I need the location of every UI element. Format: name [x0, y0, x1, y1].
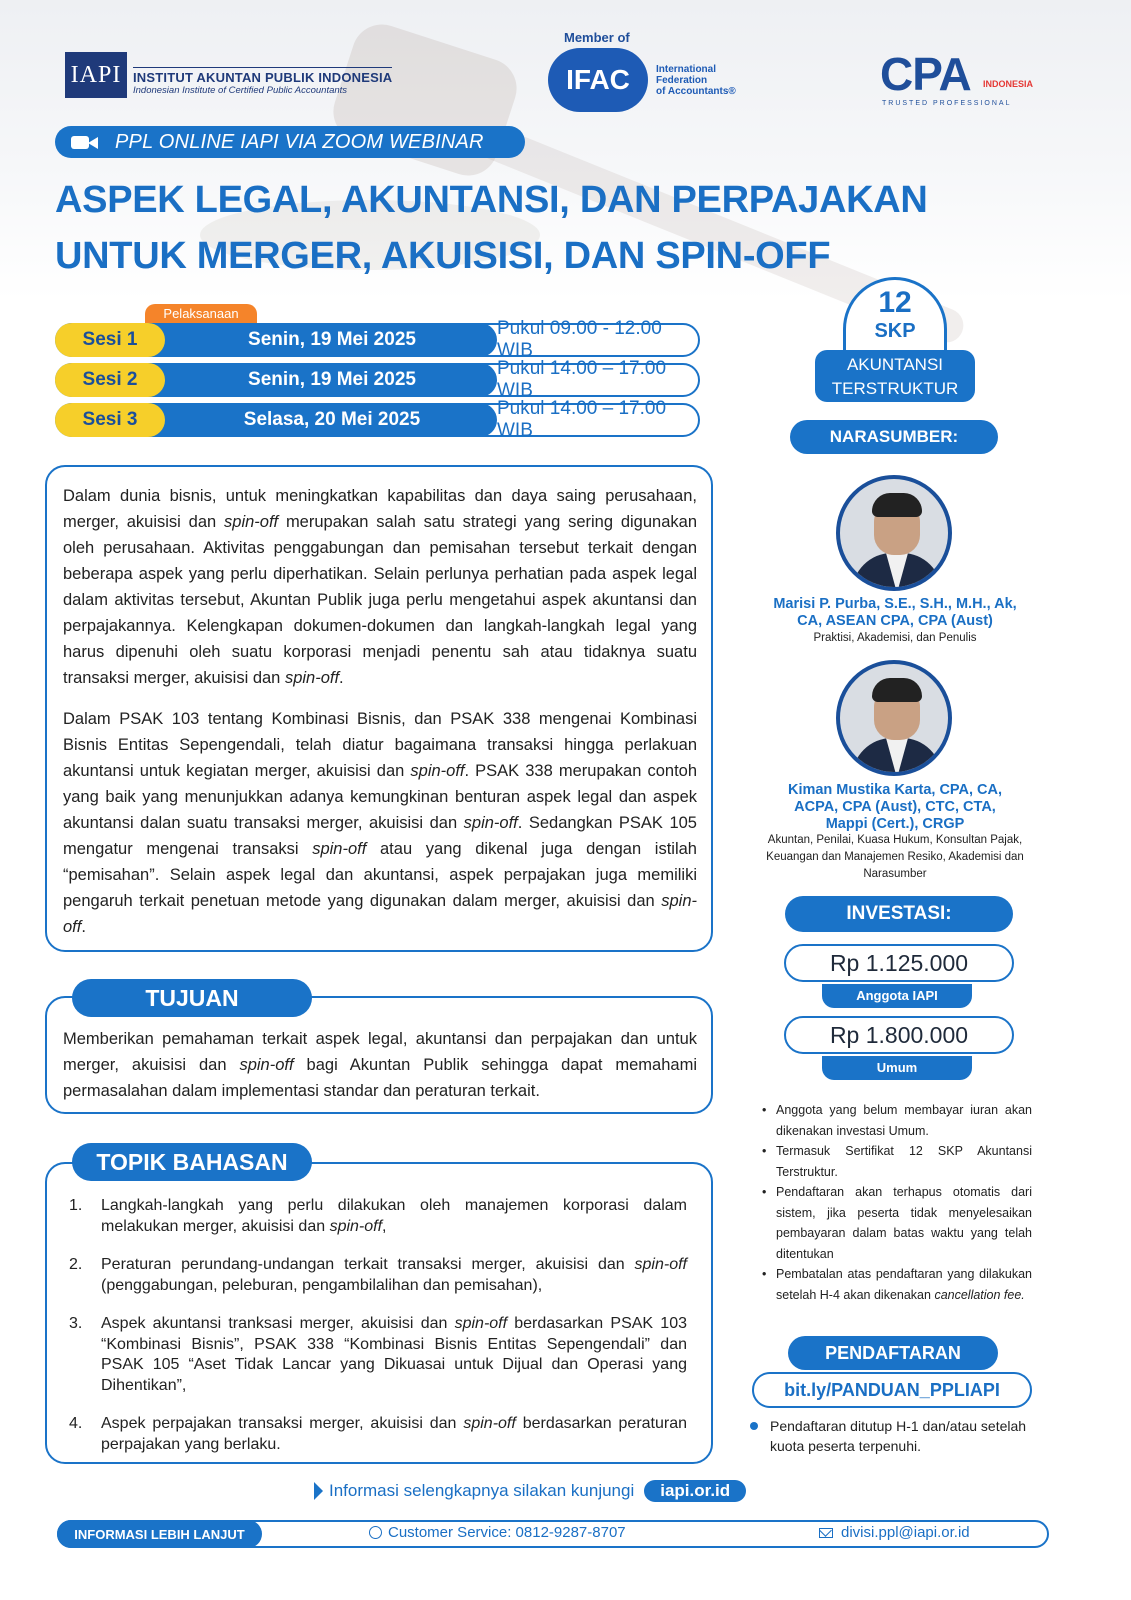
note-text-italic: cancellation fee. — [934, 1287, 1025, 1302]
speaker-name-line: Mappi (Cert.), CRGP — [825, 816, 965, 832]
speaker-name — [745, 782, 1045, 833]
video-camera-icon — [71, 134, 99, 150]
objective-heading: TUJUAN — [72, 979, 312, 1017]
topic-number: 3. — [69, 1315, 83, 1332]
text-run: berdasarkan PSAK 103 “Kombinasi Bisnis”, PSAK 338 “Kombinasi Bisnis Entitas Sepengendali” dan PSAK 105 “Aset Tidak Lancar yang Dikuasai untuk Dijual dan Operasi yang Dihentikan”, — [101, 1315, 687, 1394]
skp-category-line-1: AKUNTANSI — [846, 355, 944, 374]
session-label: Sesi 1 — [55, 323, 165, 357]
title-line-1: ASPEK LEGAL, AKUNTANSI, DAN PERPAJAKAN — [55, 179, 928, 221]
registration-note — [750, 1416, 1030, 1456]
registration-note-text: Pendaftaran ditutup H-1 dan/atau setelah kuota peserta terpenuhi. — [770, 1418, 1027, 1454]
customer-service[interactable] — [369, 1524, 626, 1541]
customer-service-text: Customer Service: 0812-9287-8707 — [388, 1524, 626, 1541]
text-run: Memberikan pemahaman terkait aspek legal, akuntansi dan perpajakan dan untuk merger, akuisisi dan — [63, 1030, 697, 1074]
topic-item — [65, 1314, 687, 1396]
contact-email[interactable] — [819, 1524, 970, 1541]
note-text: Anggota yang belum membayar iuran akan dikenakan investasi Umum. — [776, 1103, 1032, 1138]
text-run-italic: spin-off — [239, 1056, 294, 1074]
speaker-name-line: CA, ASEAN CPA, CPA (Aust) — [797, 613, 993, 629]
speaker-role-line: Keuangan dan Manajemen Resiko, Akademisi dan — [766, 851, 1024, 863]
text-run: . Sedangkan PSAK 105 mengatur mengenai transaksi — [63, 814, 697, 858]
webinar-banner — [55, 126, 525, 158]
note-item: • Pembatalan atas pendaftaran yang dilakukan setelah H-4 akan dikenakan cancellation fee. — [762, 1267, 1032, 1302]
text-run-italic: spin-off — [410, 762, 465, 780]
speaker-role — [745, 630, 1045, 647]
speaker-name-line: Marisi P. Purba, S.E., S.H., M.H., Ak, — [773, 596, 1017, 612]
price-general: Rp 1.800.000 — [784, 1016, 1014, 1054]
text-run: , — [382, 1217, 387, 1235]
text-run: Dalam dunia bisnis, untuk meningkatkan kapabilitas dan daya saing perusahaan, merger, akuisisi dan — [63, 487, 697, 531]
speaker-role-line: Narasumber — [863, 868, 927, 880]
speaker-photo — [836, 660, 952, 776]
bullet-dot-icon — [750, 1422, 758, 1430]
registration-heading: PENDAFTARAN — [788, 1336, 998, 1370]
price-general-label: Umum — [822, 1056, 972, 1080]
text-run-italic: spin-off — [329, 1217, 383, 1235]
speaker-role-line: Akuntan, Penilai, Kuasa Hukum, Konsultan Pajak, — [767, 834, 1023, 846]
topics-heading: TOPIK BAHASAN — [72, 1143, 312, 1181]
registration-link[interactable]: bit.ly/PANDUAN_PPLIAPI — [752, 1372, 1032, 1408]
website-link[interactable]: iapi.or.id — [644, 1480, 746, 1502]
speaker-name — [745, 596, 1045, 630]
session-row — [55, 358, 700, 401]
ifac-logo — [548, 30, 748, 120]
text-run-italic: spin-off — [463, 814, 518, 832]
more-info-text: Informasi selengkapnya silakan kunjungi — [329, 1481, 635, 1500]
speaker-name-line: ACPA, CPA (Aust), CTC, CTA, — [794, 799, 996, 815]
ifac-line-3: of Accountants® — [656, 86, 736, 97]
session-date: Senin, 19 Mei 2025 — [147, 363, 497, 397]
iapi-logo — [65, 52, 392, 98]
page-title — [55, 172, 995, 284]
session-time: Pukul 14.00 – 17.00 WIB — [497, 398, 667, 441]
session-date: Senin, 19 Mei 2025 — [147, 323, 497, 357]
topic-number: 1. — [69, 1197, 83, 1214]
cpa-tagline: TRUSTED PROFESSIONAL — [882, 100, 1012, 107]
skp-badge — [843, 277, 947, 357]
text-run: bagi Akuntan Publik sehingga dapat memahami permasalahan dalam implementasi standar dan peraturan terkait. — [63, 1056, 697, 1100]
description-paragraph-2 — [63, 706, 697, 940]
session-time: Pukul 09.00 - 12.00 WIB — [497, 318, 662, 361]
text-run: . PSAK 338 merupakan contoh yang baik yang menunjukkan adanya kemungkinan benturan aspek legal dan aspek akuntansi dalan suatu transaksi merger, akuisisi dan — [63, 762, 698, 832]
topic-item — [65, 1414, 687, 1455]
text-run-italic: spin-off — [634, 1256, 687, 1273]
note-item: • Termasuk Sertifikat 12 SKP Akuntansi Terstruktur. — [762, 1141, 1032, 1182]
note-text: Pembatalan atas pendaftaran yang dilakukan setelah H-4 akan dikenakan — [776, 1267, 1032, 1302]
topic-item — [65, 1196, 687, 1237]
cpa-country: INDONESIA — [983, 79, 1034, 89]
whatsapp-icon — [369, 1526, 382, 1539]
play-arrow-icon — [314, 1482, 323, 1500]
contact-email-text: divisi.ppl@iapi.or.id — [841, 1524, 970, 1541]
text-run-italic: spin-off — [63, 892, 697, 936]
text-run: (penggabungan, peleburan, pengambilalihan dan pemisahan), — [101, 1276, 543, 1294]
note-item: • Anggota yang belum membayar iuran akan dikenakan investasi Umum. — [762, 1100, 1032, 1141]
speaker-photo — [836, 475, 952, 591]
cpa-logo-mark: CPA — [880, 48, 971, 100]
skp-number: 12 — [878, 286, 912, 319]
footer-bar — [57, 1520, 1049, 1548]
session-label: Sesi 3 — [55, 403, 165, 437]
webinar-banner-text: PPL ONLINE IAPI VIA ZOOM WEBINAR — [115, 130, 484, 153]
session-date: Selasa, 20 Mei 2025 — [147, 403, 497, 437]
session-row — [55, 398, 700, 441]
skp-category-line-2: TERSTRUKTUR — [831, 379, 959, 398]
topic-text — [101, 1314, 687, 1396]
iapi-name: INSTITUT AKUNTAN PUBLIK INDONESIA — [133, 67, 392, 85]
title-line-2: UNTUK MERGER, AKUISISI, DAN SPIN-OFF — [55, 235, 831, 277]
text-run: merupakan salah satu strategi yang sering digunakan oleh perusahaan. Aktivitas penggabungan dan pemisahan tersebut terkait dengan beberapa aspek yang perlu diperhatikan. Selain perlunya perhatian pada aspek legal dalam aktivitas tersebut, Akuntan Publik juga perlu mengetahui aspek akuntansi dan perpajakannya. Kelengkapan dokumen-dokumen dan langkah-langkah legal yang harus dipenuhi oleh suatu korporasi menjadi penentu sah atau tidaknya suatu transaksi merger, akuisisi dan — [63, 513, 697, 687]
speakers-heading: NARASUMBER: — [790, 420, 998, 454]
speaker-role-line: Praktisi, Akademisi, dan Penulis — [813, 632, 977, 644]
schedule-heading: Pelaksanaan — [145, 304, 257, 323]
session-row — [55, 318, 700, 361]
skp-category — [815, 350, 975, 402]
cpa-indonesia-logo — [880, 48, 1050, 112]
investment-notes — [762, 1100, 1032, 1305]
topic-text — [101, 1196, 687, 1237]
text-run-italic: spin-off — [454, 1315, 508, 1332]
ifac-line-1: International — [656, 64, 717, 75]
ifac-line-2: Federation — [656, 75, 708, 86]
text-run: atau yang dikenal juga dengan istilah “pemisahan”. Selain aspek legal dan akuntansi, aspek perpajakan juga memiliki pengaruh terkait penetuan metode yang digunakan dalam merger, akuisisi dan — [63, 840, 697, 910]
note-text: Pendaftaran akan terhapus otomatis dari sistem, jika peserta tidak menyelesaikan pembayaran dalam batas waktu yang telah ditentukan — [776, 1185, 1032, 1261]
iapi-logo-mark: IAPI — [65, 52, 127, 98]
speaker-role — [745, 832, 1045, 883]
objective-text — [63, 1026, 697, 1104]
text-run-italic: spin-off — [224, 513, 279, 531]
description-box — [45, 465, 713, 952]
note-text: Termasuk Sertifikat 12 SKP Akuntansi Terstruktur. — [776, 1144, 1032, 1179]
skp-unit: SKP — [874, 320, 916, 342]
price-member-label: Anggota IAPI — [822, 984, 972, 1008]
ifac-logo-mark: IFAC — [548, 48, 648, 112]
text-run: Aspek akuntansi tranksasi merger, akuisisi dan — [101, 1315, 455, 1332]
text-run-italic: spin-off — [284, 669, 340, 687]
price-member: Rp 1.125.000 — [784, 944, 1014, 982]
speaker-name-line: Kiman Mustika Karta, CPA, CA, — [787, 782, 1003, 798]
more-info-line — [314, 1480, 746, 1502]
description-paragraph-1 — [63, 483, 697, 691]
text-run: Langkah-langkah yang perlu dilakukan oleh manajemen korporasi dalam melakukan merger, akuisisi dan — [101, 1197, 687, 1235]
text-run-italic: spin-off — [463, 1415, 516, 1432]
footer-label: INFORMASI LEBIH LANJUT — [57, 1520, 262, 1548]
topic-item — [65, 1255, 687, 1296]
text-run: Dalam PSAK 103 tentang Kombinasi Bisnis, dan PSAK 338 mengenai Kombinasi Bisnis Entitas Sepengendali, telah diatur bagaimana transaksi hingga perlakuan akuntansi untuk kegiatan merger, akuisisi dan — [63, 710, 697, 780]
text-run: berdasarkan peraturan perpajakan yang berlaku. — [101, 1415, 688, 1453]
text-run: Aspek perpajakan transaksi merger, akuisisi dan — [101, 1415, 464, 1432]
session-label: Sesi 2 — [55, 363, 165, 397]
topic-number: 2. — [69, 1256, 83, 1273]
topic-text — [101, 1255, 687, 1296]
topic-number: 4. — [69, 1415, 83, 1432]
note-item: • Pendaftaran akan terhapus otomatis dari sistem, jika peserta tidak menyelesaikan pembayaran dalam batas waktu yang telah ditentukan — [762, 1182, 1032, 1264]
topic-text — [101, 1414, 687, 1455]
text-run: . — [81, 918, 86, 936]
mail-icon — [819, 1528, 833, 1538]
ifac-member-of: Member of — [564, 30, 630, 45]
session-time: Pukul 14.00 – 17.00 WIB — [497, 358, 667, 401]
text-run-italic: spin-off — [312, 840, 367, 858]
investment-heading: INVESTASI: — [785, 896, 1013, 932]
text-run: . — [339, 669, 344, 687]
iapi-subtitle: Indonesian Institute of Certified Public Accountants — [133, 85, 348, 96]
topics-box — [45, 1162, 713, 1464]
text-run: Peraturan perundang-undangan terkait transaksi merger, akuisisi dan — [101, 1256, 635, 1273]
